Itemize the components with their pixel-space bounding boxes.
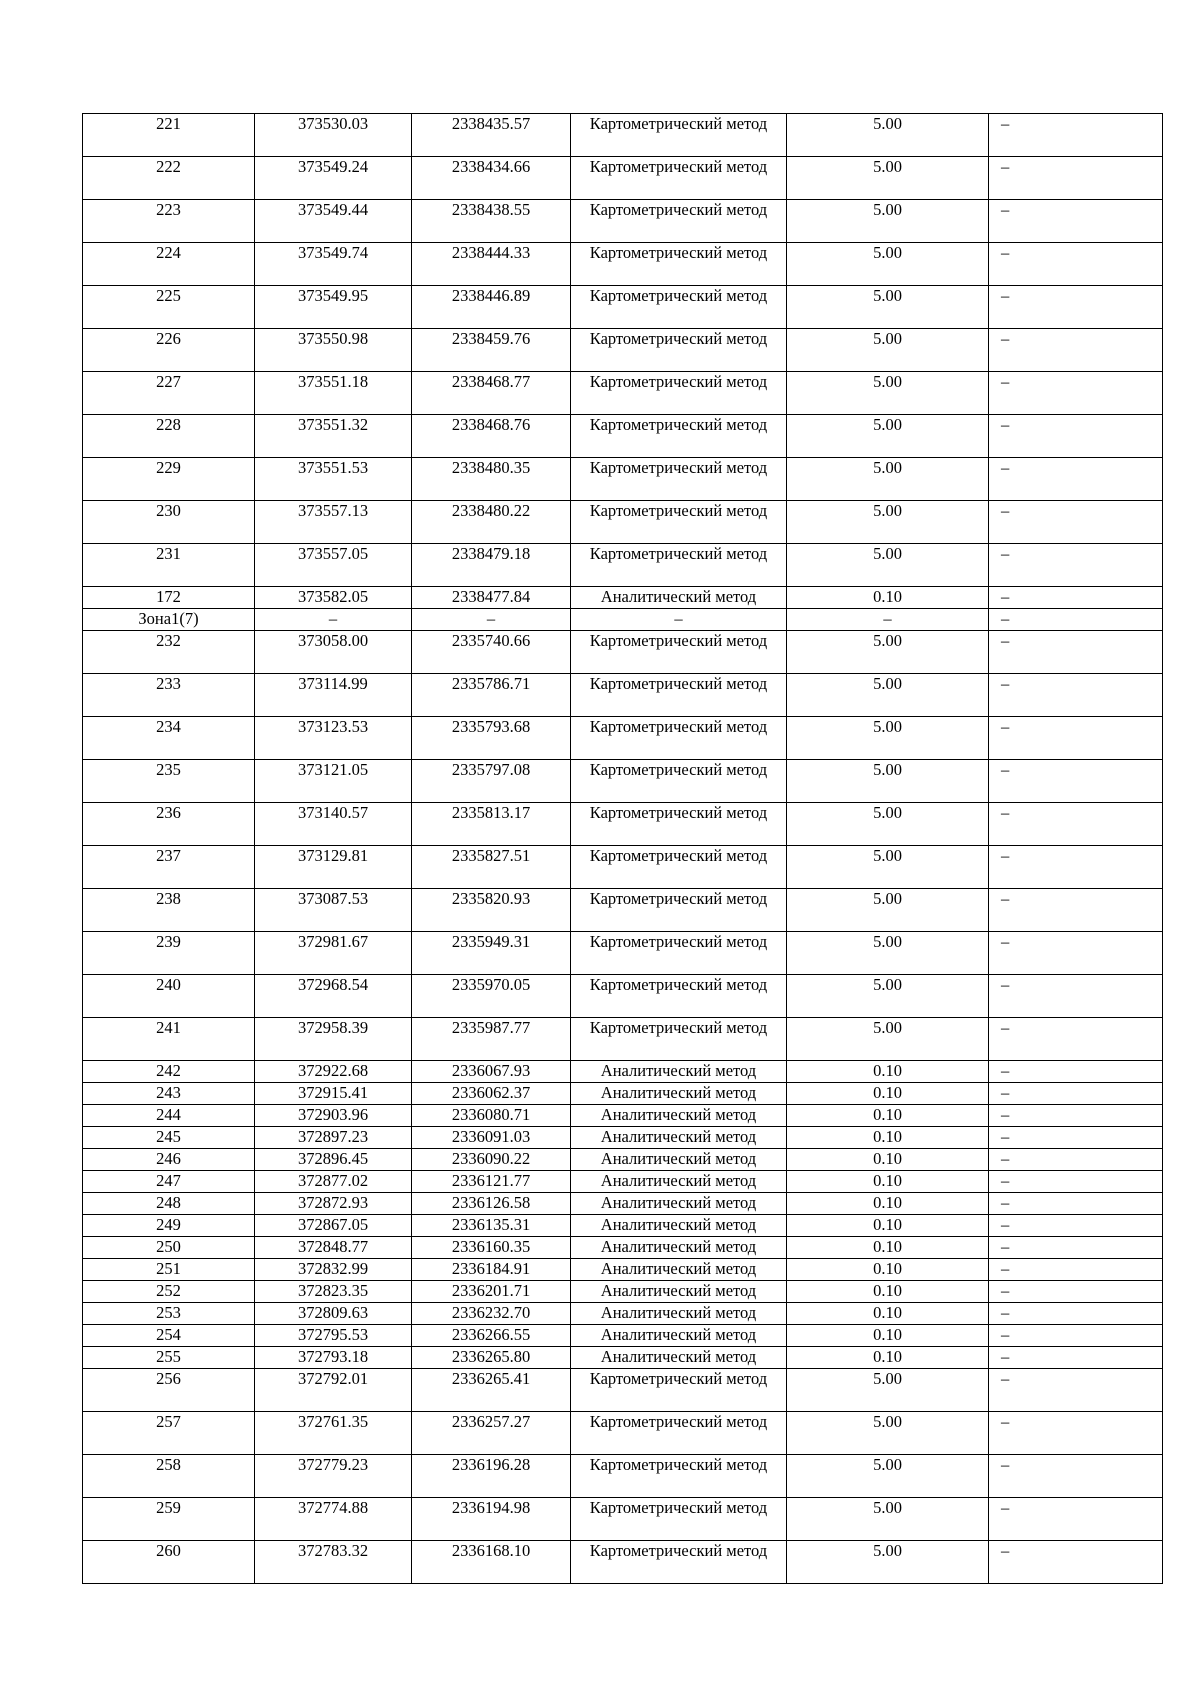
method-cell: Картометрический метод (571, 1018, 787, 1061)
method-cell: Картометрический метод (571, 889, 787, 932)
table-row (83, 1303, 1163, 1325)
table-row (83, 803, 1163, 846)
table-row (83, 1083, 1163, 1105)
table-row (83, 1018, 1163, 1061)
method-cell: Аналитический метод (571, 587, 787, 609)
table-row (83, 1215, 1163, 1237)
y-coordinate-cell: 2336126.58 (412, 1193, 571, 1215)
y-coordinate-cell: 2335793.68 (412, 717, 571, 760)
x-coordinate-cell: 372761.35 (255, 1412, 412, 1455)
method-cell: Картометрический метод (571, 200, 787, 243)
y-coordinate-cell: 2336091.03 (412, 1127, 571, 1149)
note-cell: – (989, 1127, 1163, 1149)
note-cell: – (989, 415, 1163, 458)
point-number-cell: 246 (83, 1149, 255, 1171)
method-cell: Аналитический метод (571, 1127, 787, 1149)
point-number-cell: 232 (83, 631, 255, 674)
x-coordinate-cell: 372897.23 (255, 1127, 412, 1149)
table-row (83, 1237, 1163, 1259)
method-cell: Аналитический метод (571, 1083, 787, 1105)
method-cell: Аналитический метод (571, 1105, 787, 1127)
table-row (83, 1455, 1163, 1498)
accuracy-cell: 0.10 (787, 1171, 989, 1193)
y-coordinate-cell: 2336062.37 (412, 1083, 571, 1105)
note-cell: – (989, 1215, 1163, 1237)
method-cell: Картометрический метод (571, 674, 787, 717)
y-coordinate-cell: 2336090.22 (412, 1149, 571, 1171)
note-cell: – (989, 1193, 1163, 1215)
table-row (83, 587, 1163, 609)
note-cell: – (989, 286, 1163, 329)
table-row (83, 1259, 1163, 1281)
y-coordinate-cell: 2336265.41 (412, 1369, 571, 1412)
x-coordinate-cell: 372922.68 (255, 1061, 412, 1083)
note-cell: – (989, 200, 1163, 243)
note-cell: – (989, 114, 1163, 157)
point-number-cell: 242 (83, 1061, 255, 1083)
x-coordinate-cell: 373551.53 (255, 458, 412, 501)
y-coordinate-cell: 2338468.76 (412, 415, 571, 458)
y-coordinate-cell: 2336121.77 (412, 1171, 571, 1193)
method-cell: – (571, 609, 787, 631)
note-cell: – (989, 803, 1163, 846)
note-cell: – (989, 1412, 1163, 1455)
point-number-cell: 235 (83, 760, 255, 803)
method-cell: Аналитический метод (571, 1193, 787, 1215)
method-cell: Картометрический метод (571, 1369, 787, 1412)
accuracy-cell: 0.10 (787, 1215, 989, 1237)
point-number-cell: 236 (83, 803, 255, 846)
table-row (83, 1412, 1163, 1455)
accuracy-cell: 5.00 (787, 544, 989, 587)
point-number-cell: 172 (83, 587, 255, 609)
method-cell: Аналитический метод (571, 1171, 787, 1193)
point-number-cell: 251 (83, 1259, 255, 1281)
accuracy-cell: 5.00 (787, 674, 989, 717)
table-row (83, 1193, 1163, 1215)
y-coordinate-cell: 2335987.77 (412, 1018, 571, 1061)
y-coordinate-cell: 2338434.66 (412, 157, 571, 200)
x-coordinate-cell: 373129.81 (255, 846, 412, 889)
note-cell: – (989, 1498, 1163, 1541)
y-coordinate-cell: 2335813.17 (412, 803, 571, 846)
accuracy-cell: 0.10 (787, 1127, 989, 1149)
y-coordinate-cell: 2335786.71 (412, 674, 571, 717)
x-coordinate-cell: 373140.57 (255, 803, 412, 846)
method-cell: Аналитический метод (571, 1259, 787, 1281)
accuracy-cell: 5.00 (787, 846, 989, 889)
x-coordinate-cell: 372968.54 (255, 975, 412, 1018)
note-cell: – (989, 587, 1163, 609)
table-row (83, 1541, 1163, 1584)
table-row (83, 415, 1163, 458)
accuracy-cell: 0.10 (787, 1061, 989, 1083)
accuracy-cell: 5.00 (787, 975, 989, 1018)
table-row (83, 889, 1163, 932)
note-cell: – (989, 329, 1163, 372)
accuracy-cell: 5.00 (787, 803, 989, 846)
method-cell: Картометрический метод (571, 501, 787, 544)
method-cell: Аналитический метод (571, 1325, 787, 1347)
y-coordinate-cell: 2335797.08 (412, 760, 571, 803)
y-coordinate-cell: 2336265.80 (412, 1347, 571, 1369)
note-cell: – (989, 932, 1163, 975)
accuracy-cell: 5.00 (787, 114, 989, 157)
accuracy-cell: 5.00 (787, 286, 989, 329)
table-row (83, 329, 1163, 372)
x-coordinate-cell: 372872.93 (255, 1193, 412, 1215)
note-cell: – (989, 1149, 1163, 1171)
point-number-cell: 241 (83, 1018, 255, 1061)
x-coordinate-cell: 373549.24 (255, 157, 412, 200)
x-coordinate-cell: 372958.39 (255, 1018, 412, 1061)
point-number-cell: 240 (83, 975, 255, 1018)
x-coordinate-cell: 373087.53 (255, 889, 412, 932)
table-row (83, 846, 1163, 889)
x-coordinate-cell: 373530.03 (255, 114, 412, 157)
method-cell: Картометрический метод (571, 458, 787, 501)
point-number-cell: 238 (83, 889, 255, 932)
table-row (83, 932, 1163, 975)
x-coordinate-cell: 373123.53 (255, 717, 412, 760)
y-coordinate-cell: – (412, 609, 571, 631)
point-number-cell: 222 (83, 157, 255, 200)
table-row (83, 1369, 1163, 1412)
y-coordinate-cell: 2336135.31 (412, 1215, 571, 1237)
zone-header-row (83, 609, 1163, 631)
x-coordinate-cell: 373549.74 (255, 243, 412, 286)
note-cell: – (989, 1281, 1163, 1303)
accuracy-cell: 0.10 (787, 1083, 989, 1105)
y-coordinate-cell: 2338479.18 (412, 544, 571, 587)
y-coordinate-cell: 2336160.35 (412, 1237, 571, 1259)
point-number-cell: 223 (83, 200, 255, 243)
accuracy-cell: 5.00 (787, 501, 989, 544)
point-number-cell: Зона1(7) (83, 609, 255, 631)
table-row (83, 1061, 1163, 1083)
y-coordinate-cell: 2338480.35 (412, 458, 571, 501)
note-cell: – (989, 609, 1163, 631)
note-cell: – (989, 631, 1163, 674)
y-coordinate-cell: 2335820.93 (412, 889, 571, 932)
x-coordinate-cell: 373549.95 (255, 286, 412, 329)
accuracy-cell: – (787, 609, 989, 631)
note-cell: – (989, 1303, 1163, 1325)
x-coordinate-cell: 372832.99 (255, 1259, 412, 1281)
accuracy-cell: 5.00 (787, 1369, 989, 1412)
y-coordinate-cell: 2336194.98 (412, 1498, 571, 1541)
point-number-cell: 231 (83, 544, 255, 587)
table-row (83, 200, 1163, 243)
y-coordinate-cell: 2336080.71 (412, 1105, 571, 1127)
coordinates-table-body (83, 114, 1163, 1584)
x-coordinate-cell: 373557.13 (255, 501, 412, 544)
table-row (83, 1105, 1163, 1127)
accuracy-cell: 5.00 (787, 631, 989, 674)
table-row (83, 1171, 1163, 1193)
accuracy-cell: 0.10 (787, 587, 989, 609)
method-cell: Картометрический метод (571, 544, 787, 587)
point-number-cell: 249 (83, 1215, 255, 1237)
y-coordinate-cell: 2335827.51 (412, 846, 571, 889)
x-coordinate-cell: 372823.35 (255, 1281, 412, 1303)
table-row (83, 1347, 1163, 1369)
note-cell: – (989, 1171, 1163, 1193)
x-coordinate-cell: 372774.88 (255, 1498, 412, 1541)
y-coordinate-cell: 2336266.55 (412, 1325, 571, 1347)
accuracy-cell: 5.00 (787, 1541, 989, 1584)
y-coordinate-cell: 2338438.55 (412, 200, 571, 243)
table-row (83, 674, 1163, 717)
accuracy-cell: 5.00 (787, 372, 989, 415)
point-number-cell: 228 (83, 415, 255, 458)
point-number-cell: 254 (83, 1325, 255, 1347)
note-cell: – (989, 889, 1163, 932)
note-cell: – (989, 717, 1163, 760)
point-number-cell: 226 (83, 329, 255, 372)
point-number-cell: 252 (83, 1281, 255, 1303)
point-number-cell: 221 (83, 114, 255, 157)
method-cell: Картометрический метод (571, 114, 787, 157)
point-number-cell: 239 (83, 932, 255, 975)
accuracy-cell: 0.10 (787, 1281, 989, 1303)
x-coordinate-cell: 372903.96 (255, 1105, 412, 1127)
table-row (83, 631, 1163, 674)
method-cell: Картометрический метод (571, 157, 787, 200)
method-cell: Картометрический метод (571, 1541, 787, 1584)
accuracy-cell: 5.00 (787, 157, 989, 200)
x-coordinate-cell: 372877.02 (255, 1171, 412, 1193)
x-coordinate-cell: 372867.05 (255, 1215, 412, 1237)
x-coordinate-cell: 372896.45 (255, 1149, 412, 1171)
note-cell: – (989, 1083, 1163, 1105)
point-number-cell: 250 (83, 1237, 255, 1259)
method-cell: Картометрический метод (571, 243, 787, 286)
note-cell: – (989, 674, 1163, 717)
note-cell: – (989, 243, 1163, 286)
table-row (83, 458, 1163, 501)
note-cell: – (989, 1259, 1163, 1281)
note-cell: – (989, 1455, 1163, 1498)
y-coordinate-cell: 2335970.05 (412, 975, 571, 1018)
note-cell: – (989, 458, 1163, 501)
note-cell: – (989, 1237, 1163, 1259)
method-cell: Картометрический метод (571, 329, 787, 372)
accuracy-cell: 0.10 (787, 1193, 989, 1215)
table-row (83, 1281, 1163, 1303)
point-number-cell: 237 (83, 846, 255, 889)
x-coordinate-cell: 373557.05 (255, 544, 412, 587)
accuracy-cell: 5.00 (787, 329, 989, 372)
y-coordinate-cell: 2336257.27 (412, 1412, 571, 1455)
method-cell: Аналитический метод (571, 1149, 787, 1171)
y-coordinate-cell: 2338459.76 (412, 329, 571, 372)
method-cell: Аналитический метод (571, 1347, 787, 1369)
x-coordinate-cell: 372792.01 (255, 1369, 412, 1412)
method-cell: Картометрический метод (571, 846, 787, 889)
accuracy-cell: 5.00 (787, 1412, 989, 1455)
method-cell: Картометрический метод (571, 1455, 787, 1498)
method-cell: Картометрический метод (571, 803, 787, 846)
point-number-cell: 233 (83, 674, 255, 717)
method-cell: Аналитический метод (571, 1303, 787, 1325)
point-number-cell: 230 (83, 501, 255, 544)
accuracy-cell: 5.00 (787, 1498, 989, 1541)
accuracy-cell: 5.00 (787, 889, 989, 932)
table-row (83, 1325, 1163, 1347)
method-cell: Картометрический метод (571, 1498, 787, 1541)
point-number-cell: 257 (83, 1412, 255, 1455)
accuracy-cell: 5.00 (787, 458, 989, 501)
table-row (83, 544, 1163, 587)
table-row (83, 1498, 1163, 1541)
point-number-cell: 229 (83, 458, 255, 501)
note-cell: – (989, 157, 1163, 200)
x-coordinate-cell: 372915.41 (255, 1083, 412, 1105)
x-coordinate-cell: 372779.23 (255, 1455, 412, 1498)
method-cell: Картометрический метод (571, 975, 787, 1018)
note-cell: – (989, 846, 1163, 889)
accuracy-cell: 5.00 (787, 1018, 989, 1061)
note-cell: – (989, 544, 1163, 587)
method-cell: Картометрический метод (571, 415, 787, 458)
point-number-cell: 259 (83, 1498, 255, 1541)
method-cell: Картометрический метод (571, 717, 787, 760)
y-coordinate-cell: 2336201.71 (412, 1281, 571, 1303)
x-coordinate-cell: 373550.98 (255, 329, 412, 372)
y-coordinate-cell: 2336184.91 (412, 1259, 571, 1281)
accuracy-cell: 0.10 (787, 1325, 989, 1347)
note-cell: – (989, 1325, 1163, 1347)
accuracy-cell: 5.00 (787, 200, 989, 243)
x-coordinate-cell: 373551.18 (255, 372, 412, 415)
y-coordinate-cell: 2336067.93 (412, 1061, 571, 1083)
accuracy-cell: 0.10 (787, 1237, 989, 1259)
x-coordinate-cell: 372795.53 (255, 1325, 412, 1347)
point-number-cell: 260 (83, 1541, 255, 1584)
table-row (83, 1149, 1163, 1171)
y-coordinate-cell: 2336196.28 (412, 1455, 571, 1498)
point-number-cell: 248 (83, 1193, 255, 1215)
method-cell: Картометрический метод (571, 760, 787, 803)
table-row (83, 114, 1163, 157)
note-cell: – (989, 1105, 1163, 1127)
point-number-cell: 255 (83, 1347, 255, 1369)
method-cell: Аналитический метод (571, 1281, 787, 1303)
accuracy-cell: 5.00 (787, 932, 989, 975)
point-number-cell: 225 (83, 286, 255, 329)
method-cell: Картометрический метод (571, 1412, 787, 1455)
y-coordinate-cell: 2336168.10 (412, 1541, 571, 1584)
x-coordinate-cell: 373582.05 (255, 587, 412, 609)
x-coordinate-cell: 373058.00 (255, 631, 412, 674)
note-cell: – (989, 975, 1163, 1018)
x-coordinate-cell: 373549.44 (255, 200, 412, 243)
x-coordinate-cell: 372783.32 (255, 1541, 412, 1584)
accuracy-cell: 0.10 (787, 1259, 989, 1281)
accuracy-cell: 0.10 (787, 1303, 989, 1325)
accuracy-cell: 5.00 (787, 717, 989, 760)
y-coordinate-cell: 2336232.70 (412, 1303, 571, 1325)
point-number-cell: 253 (83, 1303, 255, 1325)
note-cell: – (989, 760, 1163, 803)
method-cell: Аналитический метод (571, 1215, 787, 1237)
accuracy-cell: 0.10 (787, 1105, 989, 1127)
y-coordinate-cell: 2338468.77 (412, 372, 571, 415)
coordinates-table (82, 113, 1163, 1584)
note-cell: – (989, 1018, 1163, 1061)
note-cell: – (989, 1541, 1163, 1584)
point-number-cell: 234 (83, 717, 255, 760)
point-number-cell: 244 (83, 1105, 255, 1127)
y-coordinate-cell: 2338480.22 (412, 501, 571, 544)
table-row (83, 760, 1163, 803)
method-cell: Картометрический метод (571, 372, 787, 415)
y-coordinate-cell: 2338446.89 (412, 286, 571, 329)
point-number-cell: 247 (83, 1171, 255, 1193)
point-number-cell: 256 (83, 1369, 255, 1412)
table-row (83, 975, 1163, 1018)
accuracy-cell: 5.00 (787, 760, 989, 803)
y-coordinate-cell: 2338444.33 (412, 243, 571, 286)
x-coordinate-cell: 372981.67 (255, 932, 412, 975)
table-row (83, 501, 1163, 544)
x-coordinate-cell: 372809.63 (255, 1303, 412, 1325)
x-coordinate-cell: 373121.05 (255, 760, 412, 803)
x-coordinate-cell: 372848.77 (255, 1237, 412, 1259)
point-number-cell: 245 (83, 1127, 255, 1149)
x-coordinate-cell: – (255, 609, 412, 631)
table-row (83, 372, 1163, 415)
y-coordinate-cell: 2335949.31 (412, 932, 571, 975)
table-row (83, 1127, 1163, 1149)
table-row (83, 157, 1163, 200)
x-coordinate-cell: 372793.18 (255, 1347, 412, 1369)
method-cell: Аналитический метод (571, 1237, 787, 1259)
x-coordinate-cell: 373114.99 (255, 674, 412, 717)
accuracy-cell: 5.00 (787, 243, 989, 286)
table-row (83, 243, 1163, 286)
note-cell: – (989, 1347, 1163, 1369)
point-number-cell: 227 (83, 372, 255, 415)
x-coordinate-cell: 373551.32 (255, 415, 412, 458)
note-cell: – (989, 1369, 1163, 1412)
point-number-cell: 224 (83, 243, 255, 286)
point-number-cell: 243 (83, 1083, 255, 1105)
method-cell: Картометрический метод (571, 932, 787, 975)
table-row (83, 717, 1163, 760)
accuracy-cell: 0.10 (787, 1149, 989, 1171)
method-cell: Аналитический метод (571, 1061, 787, 1083)
y-coordinate-cell: 2335740.66 (412, 631, 571, 674)
accuracy-cell: 5.00 (787, 415, 989, 458)
table-row (83, 286, 1163, 329)
y-coordinate-cell: 2338435.57 (412, 114, 571, 157)
accuracy-cell: 0.10 (787, 1347, 989, 1369)
note-cell: – (989, 372, 1163, 415)
method-cell: Картометрический метод (571, 286, 787, 329)
accuracy-cell: 5.00 (787, 1455, 989, 1498)
point-number-cell: 258 (83, 1455, 255, 1498)
y-coordinate-cell: 2338477.84 (412, 587, 571, 609)
note-cell: – (989, 1061, 1163, 1083)
method-cell: Картометрический метод (571, 631, 787, 674)
note-cell: – (989, 501, 1163, 544)
